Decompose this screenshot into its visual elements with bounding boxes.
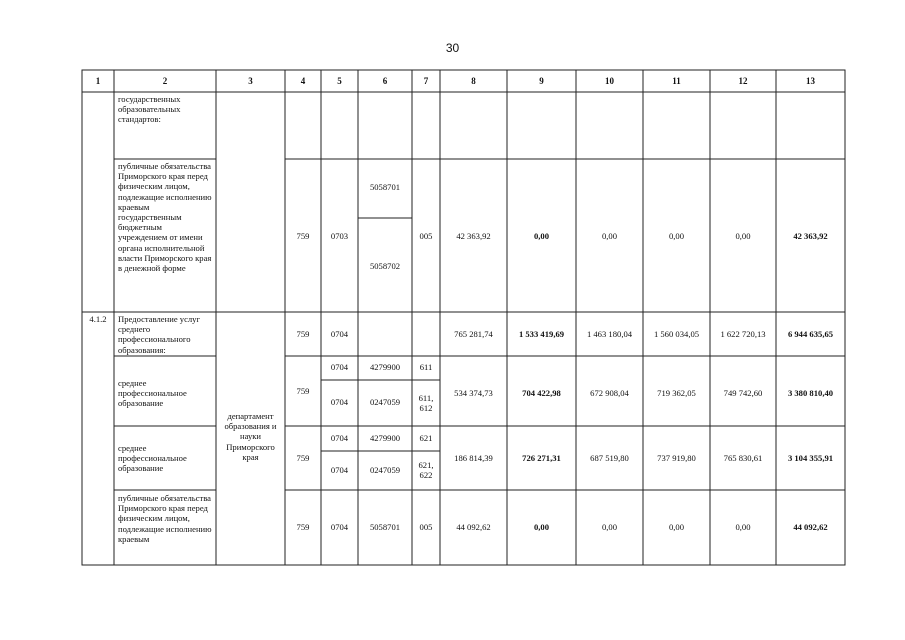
row6-col10: 0,00 [601, 522, 618, 532]
row3-col10: 1 463 180,04 [586, 329, 633, 339]
row5-col6a: 4279900 [369, 433, 401, 443]
row5-col7a: 621 [419, 433, 433, 443]
row3-col12: 1 622 720,13 [720, 329, 766, 339]
row6-description: публичные обязательства Приморского края перед физическим лицом, подлежащие исполнению краевым [118, 493, 212, 544]
header-col-1: 1 [95, 76, 101, 86]
row2-col12: 0,00 [735, 231, 751, 241]
header-col-11: 11 [672, 76, 681, 86]
row5-description: среднее профессиональное образование [118, 443, 187, 474]
header-col-12: 12 [738, 76, 748, 86]
row6-col8: 44 092,62 [456, 522, 491, 532]
header-col-5: 5 [337, 76, 342, 86]
row6-col9: 0,00 [533, 522, 550, 532]
row5-col7b: 621, 622 [418, 460, 434, 481]
header-col-13: 13 [806, 76, 815, 86]
header-col-3: 3 [248, 76, 253, 86]
row1-description: государственных образовательных стандартов: [118, 94, 181, 125]
row2-col7: 005 [419, 231, 433, 241]
row4-col6a: 4279900 [369, 362, 401, 372]
row4-description: среднее профессиональное образование [118, 378, 187, 409]
page-number: 30 [445, 41, 460, 55]
row6-col5: 0704 [330, 522, 349, 532]
row5-col8: 186 814,39 [454, 453, 493, 463]
row3-col13: 6 944 635,65 [787, 329, 834, 339]
row5-col12: 765 830,61 [723, 453, 763, 463]
row2-col11: 0,00 [668, 231, 685, 241]
row4-col7a: 611 [419, 362, 433, 372]
row5-col5b: 0704 [330, 465, 349, 475]
row6-col4: 759 [296, 522, 310, 532]
row5-col11: 737 919,80 [657, 453, 696, 463]
row2-description: публичные обязательства Приморского края перед физическим лицом, подлежащие исполнению краевым государственным бюджетным учреждением от имени органа исполнительной власти Приморского края в денежной форме [118, 161, 212, 274]
department-cell: департамент образования и науки Приморского края [224, 411, 277, 462]
row4-col6b: 0247059 [369, 397, 401, 407]
row6-col13: 44 092,62 [793, 522, 828, 532]
header-col-6: 6 [382, 76, 388, 86]
row3-number: 4.1.2 [89, 314, 107, 324]
header-col-4: 4 [300, 76, 306, 86]
row3-col11: 1 560 034,05 [653, 329, 700, 339]
row5-col4: 759 [296, 453, 310, 463]
row3-description: Предоставление услуг среднего профессионального образования: [118, 314, 201, 355]
row6-col12: 0,00 [735, 522, 751, 532]
row5-col13: 3 104 355,91 [787, 453, 834, 463]
row4-col10: 672 908,04 [590, 388, 629, 398]
row3-col9: 1 533 419,69 [518, 329, 565, 339]
row4-col11: 719 362,05 [657, 388, 696, 398]
row4-col4: 759 [296, 386, 310, 396]
row2-col6b: 5058702 [369, 261, 401, 271]
row2-col6a: 5058701 [369, 182, 401, 192]
header-col-10: 10 [605, 76, 614, 86]
header-col-7: 7 [423, 76, 429, 86]
row4-col13: 3 380 810,40 [787, 388, 834, 398]
row4-col8: 534 374,73 [454, 388, 493, 398]
row4-col9: 704 422,98 [522, 388, 561, 398]
row5-col10: 687 519,80 [590, 453, 629, 463]
row4-col7b: 611, 612 [418, 393, 434, 414]
row3-col4: 759 [296, 329, 310, 339]
row3-col8: 765 281,74 [454, 329, 493, 339]
header-col-2: 2 [162, 76, 168, 86]
row4-col5b: 0704 [330, 397, 349, 407]
row3-col5: 0704 [330, 329, 349, 339]
header-col-9: 9 [539, 76, 544, 86]
row5-col5a: 0704 [330, 433, 349, 443]
row2-col5: 0703 [330, 231, 349, 241]
row6-col7: 005 [419, 522, 433, 532]
row5-col9: 726 271,31 [522, 453, 561, 463]
row4-col5a: 0704 [330, 362, 349, 372]
row2-col10: 0,00 [601, 231, 618, 241]
header-col-8: 8 [471, 76, 476, 86]
row2-col8: 42 363,92 [456, 231, 491, 241]
row2-col13: 42 363,92 [793, 231, 828, 241]
row2-col9: 0,00 [533, 231, 550, 241]
row2-col4: 759 [296, 231, 310, 241]
row4-col12: 749 742,60 [723, 388, 763, 398]
row6-col6: 5058701 [369, 522, 401, 532]
row5-col6b: 0247059 [369, 465, 401, 475]
row6-col11: 0,00 [668, 522, 685, 532]
